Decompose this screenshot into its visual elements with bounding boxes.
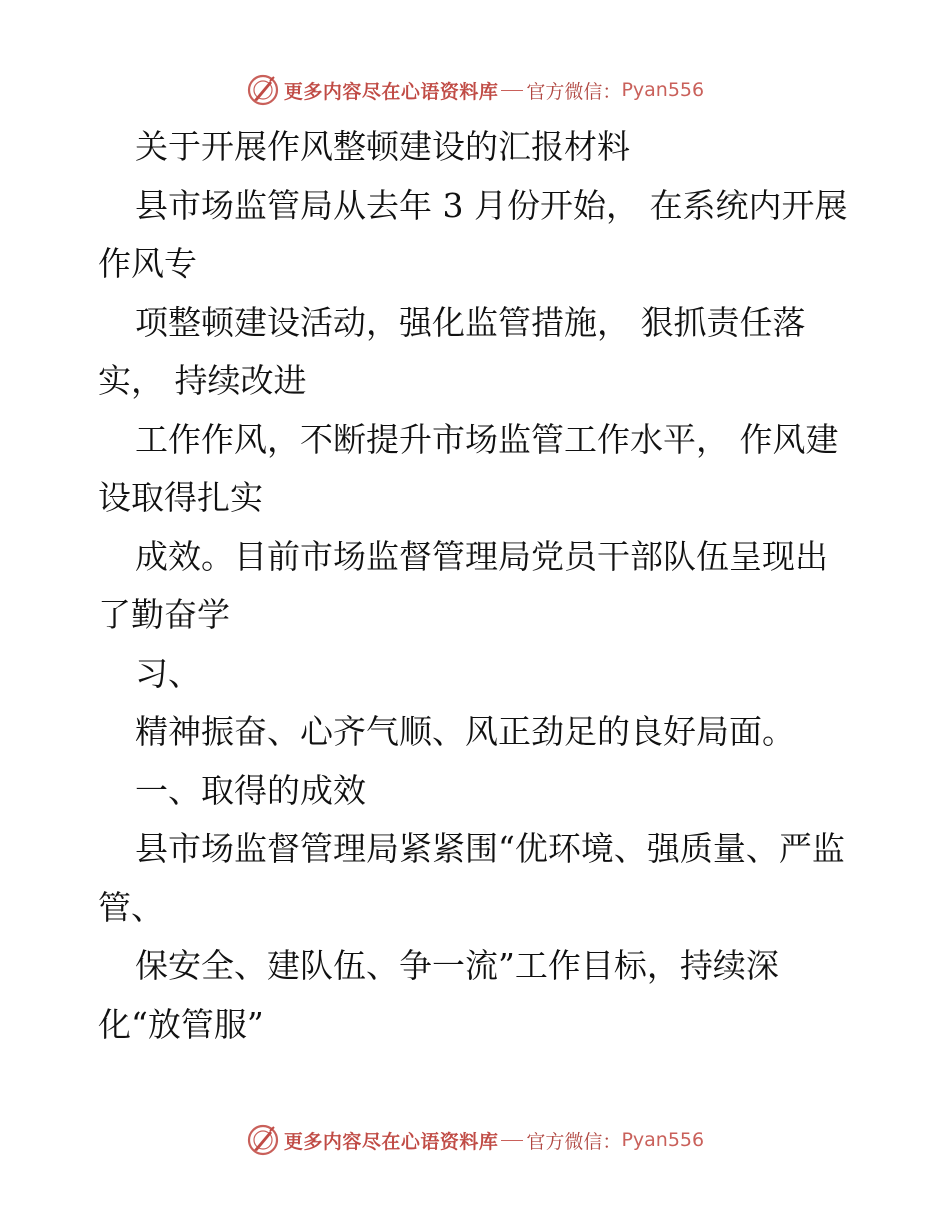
paragraph: 县市场监管局从去年 3 月份开始， 在系统内开展作风专 [98, 185, 848, 283]
quill-logo-icon [246, 1123, 280, 1157]
watermark-label: 官方微信： [526, 80, 622, 103]
watermark-dash [501, 90, 523, 91]
document-title: 关于开展作风整顿建设的汇报材料 [135, 127, 630, 166]
paragraph: 保安全、建队伍、争一流”工作目标，持续深化“放管服” [98, 946, 779, 1044]
paragraph: 工作作风，不断提升市场监管工作水平， 作风建设取得扎实 [98, 419, 839, 517]
watermark-label: 官方微信： [526, 1130, 622, 1153]
paragraph: 项整顿建设活动，强化监管措施， 狠抓责任落实， 持续改进 [98, 302, 806, 400]
watermark-brand: 更多内容尽在心语资料库 [283, 1130, 499, 1153]
watermark-id: Pyan556 [621, 1129, 705, 1151]
paragraph: 精神振奋、心齐气顺、风正劲足的良好局面。 [135, 712, 795, 751]
paragraph: 县市场监督管理局紧紧围“优环境、强质量、严监管、 [98, 829, 845, 927]
quill-logo-icon [246, 73, 280, 107]
footer-watermark [0, 1120, 950, 1160]
watermark-id: Pyan556 [621, 79, 705, 101]
section-heading: 一、取得的成效 [135, 770, 366, 810]
watermark-dash [501, 1140, 523, 1141]
paragraph: 习、 [135, 653, 201, 693]
header-watermark [0, 70, 950, 110]
document-body [98, 118, 858, 1054]
watermark-brand: 更多内容尽在心语资料库 [283, 80, 499, 103]
paragraph: 成效。目前市场监督管理局党员干部队伍呈现出了勤奋学 [98, 536, 828, 634]
